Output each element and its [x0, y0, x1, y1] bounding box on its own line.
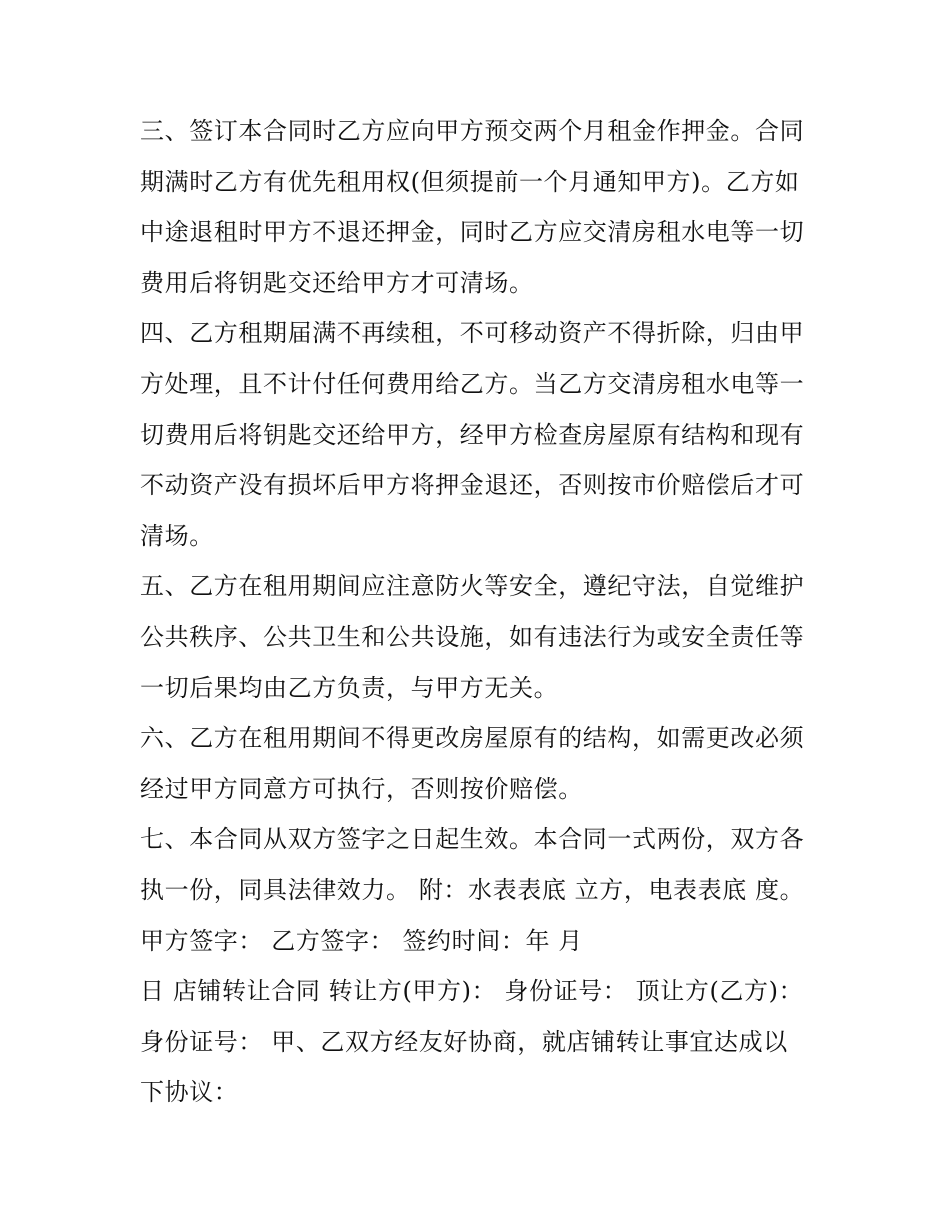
text-line: 五、乙方在租用期间应注意防火等安全，遵纪守法，自觉维护 [140, 572, 805, 601]
text-line: 下协议： [140, 1078, 239, 1107]
document-body [140, 106, 820, 1118]
text-line: 中途退租时甲方不退还押金，同时乙方应交清房租水电等一切 [140, 218, 805, 247]
text-line: 三、签订本合同时乙方应向甲方预交两个月租金作押金。合同 [140, 117, 805, 145]
text-line: 四、乙方租期届满不再续租，不可移动资产不得折除，归由甲 [140, 319, 805, 348]
text-line: 身份证号： 甲、乙双方经友好协商，就店铺转让事宜达成以 [140, 1027, 788, 1056]
text-line: 公共秩序、公共卫生和公共设施，如有违法行为或安全责任等 [140, 622, 805, 651]
text-line: 清场。 [140, 521, 214, 550]
text-line: 费用后将钥匙交还给甲方才可清场。 [140, 268, 534, 297]
text-line: 日 店铺转让合同 转让方(甲方)： 身份证号： 顶让方(乙方)： [140, 977, 804, 1006]
text-line: 方处理，且不计付任何费用给乙方。当乙方交清房租水电等一 [140, 369, 805, 398]
text-line: 七、本合同从双方签字之日起生效。本合同一式两份，双方各 [140, 825, 805, 854]
text-line: 六、乙方在租用期间不得更改房屋原有的结构，如需更改必须 [140, 724, 805, 753]
text-line: 不动资产没有损坏后甲方将押金退还，否则按市价赔偿后才可 [140, 471, 805, 500]
text-line: 经过甲方同意方可执行，否则按价赔偿。 [140, 774, 583, 803]
text-line: 甲方签字： 乙方签字： 签约时间：年 月 [140, 926, 583, 955]
text-line: 一切后果均由乙方负责，与甲方无关。 [140, 673, 559, 702]
text-line: 期满时乙方有优先租用权(但须提前一个月通知甲方)。乙方如 [140, 167, 800, 196]
text-line: 执一份，同具法律效力。 附：水表表底 立方，电表表底 度。 [140, 875, 805, 904]
text-line: 切费用后将钥匙交还给甲方，经甲方检查房屋原有结构和现有 [140, 420, 805, 449]
